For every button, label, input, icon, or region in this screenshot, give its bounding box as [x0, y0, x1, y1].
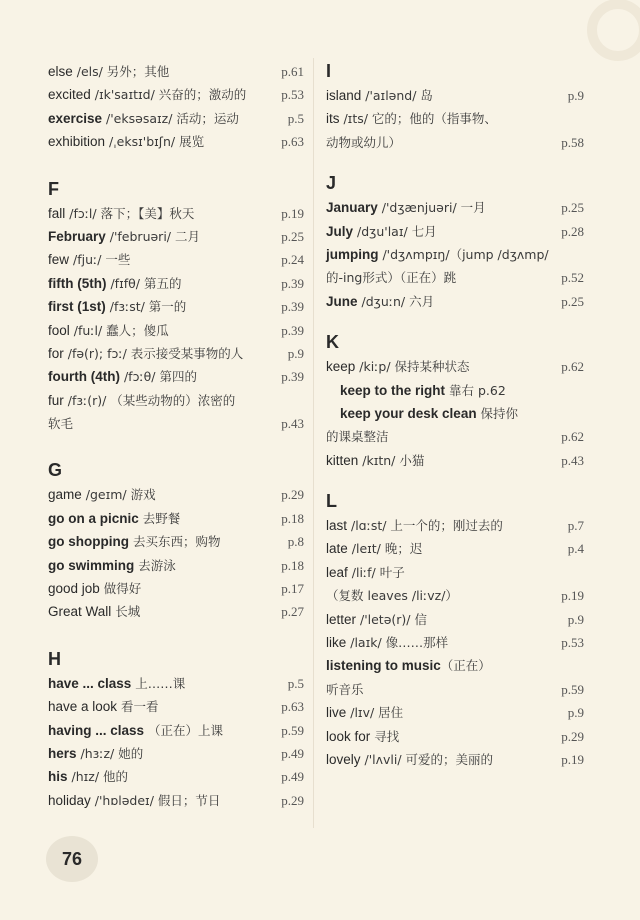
- entry-definition: /fɜː(r)/ （某些动物的）浓密的: [63, 392, 236, 408]
- entry-word: excited: [48, 87, 91, 103]
- entry-definition: /ˌeksɪ'bɪʃn/ 展览: [105, 134, 205, 150]
- glossary-entry: [48, 107, 304, 130]
- glossary-entry: [48, 695, 304, 718]
- entry-word: July: [326, 223, 354, 239]
- entry-definition: /laɪk/ 像……那样: [346, 635, 449, 651]
- entry-page-ref: p.29: [281, 792, 304, 808]
- section-letter: F: [48, 178, 59, 199]
- entry-word: kitten: [326, 452, 359, 468]
- glossary-entry: [326, 654, 584, 677]
- entry-page-ref: p.9: [567, 705, 584, 721]
- glossary-entry: [326, 678, 584, 701]
- glossary-entry: [48, 412, 304, 435]
- entry-definition: /kɪtn/ 小猫: [358, 452, 425, 468]
- entry-word: letter: [326, 611, 357, 627]
- section-gap: [48, 624, 304, 648]
- entry-word: holiday: [48, 792, 91, 808]
- entry-word: its: [326, 111, 340, 127]
- entry-definition: /fɪfθ/ 第五的: [106, 275, 182, 291]
- glossary-entry: [48, 389, 304, 412]
- entry-page-ref: p.43: [281, 416, 304, 432]
- letter-section: [326, 490, 584, 771]
- entry-definition: /fjuː/ 一些: [69, 252, 131, 268]
- glossary-entry: [48, 319, 304, 342]
- entry-word: lovely: [326, 751, 361, 767]
- entry-word: exhibition: [48, 134, 106, 150]
- glossary-entry: [326, 107, 584, 130]
- section-gap: [48, 435, 304, 459]
- entry-definition: 的-ing形式）（正在）跳: [326, 270, 457, 286]
- entry-definition: /kiːp/ 保持某种状态: [355, 359, 470, 375]
- entry-page-ref: p.58: [561, 134, 584, 150]
- letter-section: [326, 331, 584, 472]
- glossary-entry: [326, 748, 584, 771]
- entry-definition: /'aɪlənd/ 岛: [361, 88, 433, 103]
- entry-page-ref: p.49: [281, 769, 304, 785]
- entry-definition: /'dʒʌmpɪŋ/（jump /dʒʌmp/: [378, 246, 549, 262]
- entry-page-ref: p.27: [281, 604, 304, 620]
- right-column: [326, 60, 584, 771]
- entry-word: have a look: [48, 699, 118, 715]
- section-gap: [326, 472, 584, 490]
- glossary-entry: [326, 355, 584, 378]
- entry-definition: /fuːl/ 蠢人；傻瓜: [69, 322, 169, 338]
- entry-definition: /hɪz/ 他的: [67, 769, 129, 785]
- entry-word: jumping: [326, 246, 379, 262]
- glossary-entry: [48, 60, 304, 83]
- entry-word: exercise: [48, 110, 103, 126]
- section-letter: H: [48, 648, 61, 669]
- entry-definition: /'lʌvli/ 可爱的；美丽的: [360, 751, 494, 767]
- glossary-entry: [326, 196, 584, 219]
- entry-definition: 去买东西；购物: [128, 534, 221, 550]
- entry-definition: 上……课: [131, 675, 186, 691]
- entry-page-ref: p.53: [561, 635, 584, 651]
- glossary-entry: [326, 608, 584, 631]
- entry-page-ref: p.43: [561, 452, 584, 468]
- glossary-entry: [48, 342, 304, 365]
- column-divider: [313, 58, 314, 828]
- glossary-entry: [48, 600, 304, 623]
- glossary-entry: [326, 514, 584, 537]
- entry-page-ref: p.49: [281, 745, 304, 761]
- entry-page-ref: p.29: [561, 728, 584, 744]
- entry-definition: （正在）: [440, 658, 491, 674]
- glossary-entry: [48, 672, 304, 695]
- glossary-entry: [326, 84, 584, 107]
- entry-page-ref: p.28: [561, 223, 584, 239]
- entry-definition: /'eksəsaɪz/ 活动；运动: [102, 110, 239, 126]
- glossary-entry: [48, 248, 304, 271]
- entry-word: fool: [48, 322, 70, 338]
- entry-page-ref: p.63: [281, 134, 304, 150]
- entry-definition: /dʒuːn/ 六月: [357, 293, 435, 309]
- entry-page-ref: p.5: [287, 110, 304, 126]
- glossary-entry: [326, 537, 584, 560]
- entry-definition: （正在）上课: [144, 722, 224, 738]
- glossary-entry: [326, 701, 584, 724]
- entry-word: like: [326, 635, 347, 651]
- left-column: [48, 60, 304, 812]
- entry-definition: 软毛: [48, 416, 74, 432]
- glossary-entry: [48, 507, 304, 530]
- entry-word: hers: [48, 745, 77, 761]
- entry-page-ref: p.25: [281, 228, 304, 244]
- letter-section: [48, 60, 304, 154]
- section-letter: L: [326, 491, 337, 512]
- glossary-entry: [326, 290, 584, 313]
- section-letter: G: [48, 460, 63, 481]
- entry-word: go on a picnic: [48, 510, 139, 526]
- entry-definition: 做得好: [99, 581, 142, 597]
- entry-page-ref: p.39: [281, 369, 304, 385]
- entry-word: January: [326, 200, 378, 216]
- glossary-entry: [326, 631, 584, 654]
- glossary-entry: [326, 584, 584, 607]
- glossary-entry: [326, 725, 584, 748]
- entry-page-ref: p.61: [281, 64, 304, 79]
- entry-page-ref: p.25: [561, 200, 584, 216]
- glossary-entry: [48, 83, 304, 106]
- entry-definition: /liːf/ 叶子: [347, 564, 405, 580]
- entry-word: go shopping: [48, 534, 129, 550]
- entry-word: February: [48, 228, 106, 244]
- entry-definition: 听音乐: [326, 681, 364, 697]
- entry-definition: /lɑːst/ 上一个的；刚过去的: [347, 518, 503, 534]
- entry-definition: /ɪk'saɪtɪd/ 兴奋的；激动的: [90, 87, 247, 103]
- entry-page-ref: p.62: [561, 359, 584, 375]
- glossary-entry: [48, 225, 304, 248]
- entry-page-ref: p.9: [567, 88, 584, 103]
- entry-page-ref: p.63: [281, 699, 304, 715]
- letter-section: [48, 178, 304, 436]
- entry-page-ref: p.7: [567, 518, 584, 534]
- entry-page-ref: p.8: [287, 534, 304, 550]
- section-gap: [326, 154, 584, 172]
- entry-word: game: [48, 487, 82, 503]
- entry-word: island: [326, 88, 362, 103]
- entry-word: good job: [48, 581, 100, 597]
- glossary-entry: [48, 202, 304, 225]
- entry-word: last: [326, 518, 348, 534]
- entry-page-ref: p.53: [281, 87, 304, 103]
- entry-page-ref: p.29: [281, 487, 304, 503]
- glossary-entry: [326, 243, 584, 266]
- entry-definition: （复数 leaves /liːvz/）: [326, 588, 458, 604]
- glossary-entry: [326, 379, 584, 402]
- entry-definition: 去野餐: [138, 510, 181, 526]
- entry-definition: 动物或幼儿）: [326, 134, 402, 150]
- entry-definition: /hɜːz/ 她的: [76, 745, 144, 761]
- entry-definition: 的课桌整洁: [326, 429, 389, 445]
- entry-word: leaf: [326, 564, 348, 580]
- entry-definition: /dʒu'laɪ/ 七月: [353, 223, 437, 239]
- entry-page-ref: p.18: [281, 557, 304, 573]
- entry-page-ref: p.59: [281, 722, 304, 738]
- entry-definition: 看一看: [117, 699, 159, 715]
- entry-word: have ... class: [48, 675, 132, 691]
- entry-word: having ... class: [48, 722, 145, 738]
- entry-page-ref: p.9: [567, 611, 584, 627]
- glossary-entry: [326, 561, 584, 584]
- entry-definition: 靠右 p.62: [445, 382, 506, 398]
- glossary-entry: [48, 295, 304, 318]
- entry-page-ref: p.17: [281, 581, 304, 597]
- entry-word: live: [326, 705, 347, 721]
- entry-word: keep your desk clean: [340, 405, 477, 421]
- entry-definition: /fɔːl/ 落下；【美】秋天: [65, 205, 195, 221]
- section-letter: K: [326, 332, 339, 353]
- page-number: 76: [61, 848, 83, 869]
- glossary-entry: [326, 425, 584, 448]
- entry-definition: /geɪm/ 游戏: [81, 487, 156, 503]
- entry-word: keep to the right: [340, 382, 446, 398]
- section-letter: J: [326, 173, 337, 194]
- entry-word: Great Wall: [48, 604, 112, 620]
- entry-page-ref: p.39: [281, 275, 304, 291]
- glossary-entry: [48, 765, 304, 788]
- entry-word: look for: [326, 728, 371, 744]
- glossary-entry: [326, 220, 584, 243]
- glossary-entry: [48, 530, 304, 553]
- glossary-entry: [48, 789, 304, 812]
- entry-word: listening to music: [326, 658, 441, 674]
- entry-page-ref: p.62: [561, 429, 584, 445]
- glossary-entry: [326, 266, 584, 289]
- entry-definition: 长城: [111, 604, 141, 620]
- entry-page-ref: p.59: [561, 681, 584, 697]
- entry-page-ref: p.5: [287, 675, 304, 691]
- entry-page-ref: p.9: [287, 345, 304, 361]
- entry-word: else: [48, 64, 73, 79]
- entry-page-ref: p.19: [561, 588, 584, 604]
- entry-word: go swimming: [48, 557, 135, 573]
- entry-definition: /'letə(r)/ 信: [356, 611, 427, 627]
- entry-word: for: [48, 345, 64, 361]
- section-letter: I: [326, 61, 332, 81]
- entry-word: his: [48, 769, 68, 785]
- glossary-entry: [48, 272, 304, 295]
- entry-page-ref: p.25: [561, 293, 584, 309]
- entry-definition: /lɪv/ 居住: [346, 705, 404, 721]
- letter-section: [326, 60, 584, 154]
- glossary-entry: [48, 483, 304, 506]
- entry-definition: /'februəri/ 二月: [105, 228, 200, 244]
- entry-page-ref: p.24: [281, 252, 304, 268]
- glossary-entry: [48, 554, 304, 577]
- glossary-entry: [48, 365, 304, 388]
- entry-definition: 保持你: [476, 405, 519, 421]
- entry-word: few: [48, 252, 70, 268]
- entry-word: keep: [326, 359, 356, 375]
- letter-section: [48, 459, 304, 623]
- entry-page-ref: p.39: [281, 322, 304, 338]
- glossary-entry: [48, 130, 304, 153]
- entry-definition: /fə(r); fɔː/ 表示接受某事物的人: [63, 345, 244, 361]
- entry-word: fall: [48, 205, 66, 221]
- entry-page-ref: p.39: [281, 299, 304, 315]
- entry-definition: 去游泳: [134, 557, 176, 573]
- letter-section: [326, 172, 584, 313]
- entry-definition: /ɪts/ 它的；他的（指事物、: [339, 111, 497, 127]
- entry-page-ref: p.18: [281, 510, 304, 526]
- entry-word: late: [326, 541, 348, 557]
- glossary-entry: [48, 742, 304, 765]
- entry-word: fur: [48, 392, 64, 408]
- glossary-entry: [48, 577, 304, 600]
- letter-section: [48, 648, 304, 812]
- page-number-badge: [46, 836, 98, 882]
- entry-word: fourth (4th): [48, 369, 120, 385]
- entry-definition: /fɔːθ/ 第四的: [119, 369, 197, 385]
- entry-definition: /fɜːst/ 第一的: [105, 299, 187, 315]
- entry-word: first (1st): [48, 299, 106, 315]
- glossary-entry: [326, 131, 584, 154]
- entry-word: June: [326, 293, 358, 309]
- glossary-entry: [48, 719, 304, 742]
- entry-definition: /els/ 另外；其他: [72, 64, 170, 79]
- section-gap: [48, 154, 304, 178]
- entry-page-ref: p.19: [281, 205, 304, 221]
- entry-word: fifth (5th): [48, 275, 107, 291]
- entry-definition: /leɪt/ 晚；迟: [347, 541, 423, 557]
- entry-page-ref: p.52: [561, 270, 584, 286]
- glossary-entry: [326, 449, 584, 472]
- entry-definition: /'hɒlədeɪ/ 假日；节日: [90, 792, 221, 808]
- entry-page-ref: p.19: [561, 751, 584, 767]
- entry-definition: /'dʒænjuəri/ 一月: [377, 200, 486, 216]
- section-gap: [326, 313, 584, 331]
- entry-definition: 寻找: [370, 728, 400, 744]
- glossary-entry: [326, 402, 584, 425]
- entry-page-ref: p.4: [567, 541, 584, 557]
